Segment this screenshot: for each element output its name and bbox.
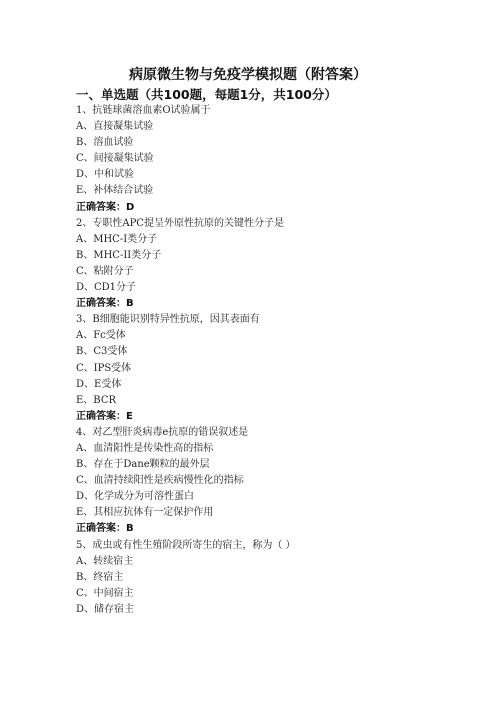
correct-answer: 正确答案：B (76, 298, 134, 310)
option-b: B、MHC-II类分子 (76, 249, 162, 261)
document-body (76, 86, 476, 618)
correct-answer: 正确答案：D (76, 201, 135, 213)
option-d: D、储存宿主 (76, 603, 135, 615)
question-stem: 1、抗链球菌溶血素O试验属于 (76, 105, 211, 116)
option-b: B、存在于Dane颗粒的最外层 (76, 459, 210, 471)
option-b: B、终宿主 (76, 571, 124, 583)
option-e: E、BCR (76, 394, 117, 406)
question-stem: 5、成虫或有性生殖阶段所寄生的宿主，称为（ ） (76, 539, 296, 551)
section-heading: 一、单选题（共100题，每题1分，共100分） (76, 87, 337, 102)
question-stem: 3、B细胞能识别特异性抗原，因其表面有 (76, 314, 260, 326)
question-1 (76, 103, 476, 216)
option-c: C、IPS受体 (76, 362, 132, 374)
option-e: E、补体结合试验 (76, 185, 154, 197)
question-stem: 2、专职性APC提呈外原性抗原的关键性分子是 (76, 217, 284, 229)
option-a: A、Fc受体 (76, 330, 126, 342)
option-d: D、CD1分子 (76, 282, 137, 294)
option-a: A、MHC-I类分子 (76, 233, 158, 245)
option-a: A、转续宿主 (76, 555, 134, 567)
document-title: 病原微生物与免疫学模拟题（附答案） (129, 67, 367, 83)
option-c: C、粘附分子 (76, 265, 134, 277)
option-e: E、其相应抗体有一定保护作用 (76, 507, 214, 519)
option-c: C、间接凝集试验 (76, 153, 154, 165)
option-c: C、中间宿主 (76, 587, 134, 599)
correct-answer: 正确答案：B (76, 523, 134, 535)
question-2 (76, 216, 476, 313)
correct-answer: 正确答案：E (76, 410, 133, 422)
question-4 (76, 425, 476, 538)
option-d: D、E受体 (76, 378, 122, 390)
option-a: A、直接凝集试验 (76, 121, 154, 133)
option-c: C、血清持续阳性是疾病慢性化的指标 (76, 475, 244, 487)
question-3 (76, 312, 476, 425)
option-a: A、血清阳性是传染性高的指标 (76, 442, 214, 454)
question-stem: 4、对乙型肝炎病毒e抗原的错误叙述是 (76, 426, 249, 438)
option-d: D、化学成分为可溶性蛋白 (76, 491, 195, 503)
question-5 (76, 538, 476, 618)
option-b: B、溶血试验 (76, 137, 134, 149)
option-d: D、中和试验 (76, 169, 135, 181)
option-b: B、C3受体 (76, 346, 128, 358)
